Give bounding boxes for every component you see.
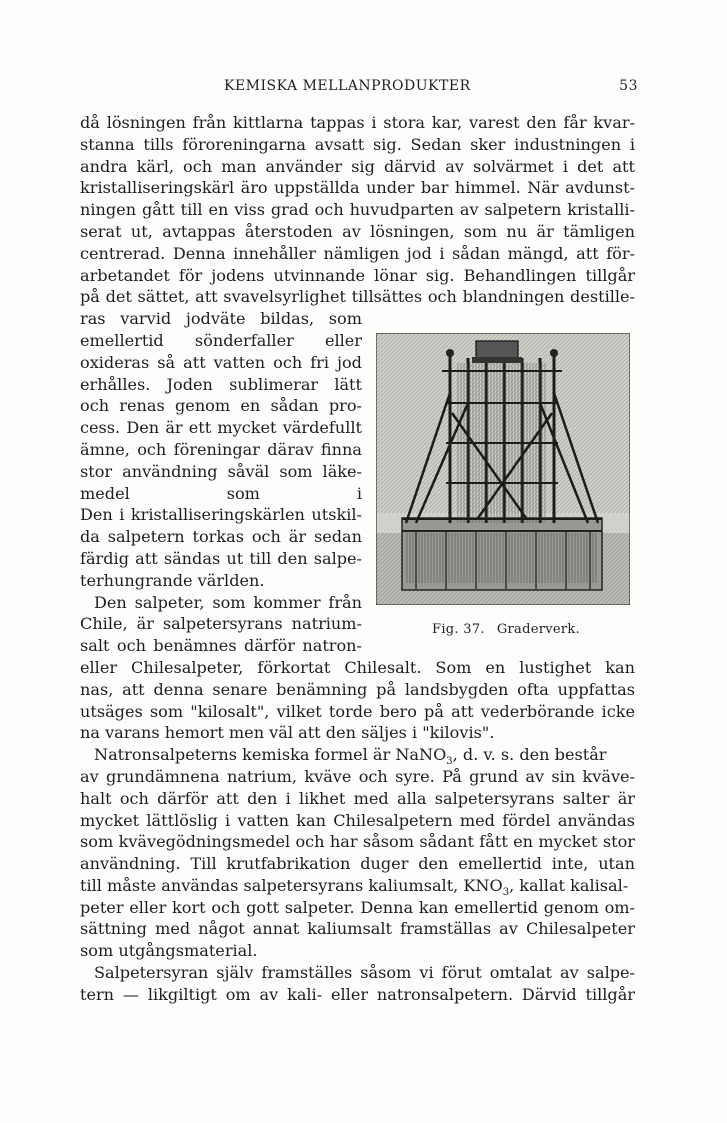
text-line: utsäges som "kilosalt", vilket torde bero på att vederbörande icke: [80, 701, 635, 721]
text-line: på det sättet, att svavelsyrlighet tillsättes och blandningen destille-: [80, 287, 635, 307]
text-line: serat ut, avtappas återstoden av lösningen, som nu är tämligen: [80, 221, 635, 241]
text-line: [80, 744, 635, 766]
text-line: eller Chilesalpeter, förkortat Chilesalt. Som en lustighet kan: [80, 657, 635, 677]
text-line: arbetandet för jodens utvinnande lönar sig. Behandlingen tillgår: [80, 265, 635, 285]
text-line: Den i kristalliseringskärlen utskil-: [80, 505, 362, 525]
text-line: användning. Till krutfabrikation duger den emellertid inte, utan: [80, 854, 635, 874]
text-line: andra kärl, och man använder sig därvid av solvärmet i det att: [80, 156, 635, 176]
text-line: Chile, är salpetersyrans natrium-: [80, 614, 362, 634]
text-line: Den salpeter, som kommer från: [94, 592, 362, 612]
text-line: da salpetern torkas och är sedan: [80, 527, 362, 547]
page-number: 53: [619, 78, 638, 94]
subscript: 3: [502, 887, 510, 899]
text-line: stor användning såväl som läke-: [80, 461, 362, 481]
figure-caption-text: Graderverk.: [496, 622, 580, 637]
text-line: peter eller kort och gott salpeter. Denna kan emellertid genom om-: [80, 897, 635, 917]
text-line: som kvävegödningsmedel och har såsom sådant fått en mycket stor: [80, 832, 635, 852]
text-line: Salpetersyran själv framställes såsom vi förut omtalat av salpe-: [94, 963, 635, 983]
text-line: centrerad. Denna innehåller nämligen jod i sådan mängd, att för-: [80, 243, 635, 263]
text-line: halt och därför att den i likhet med alla salpetersyrans salter är: [80, 788, 635, 808]
text-line: ras varvid jodväte bildas, som: [80, 309, 362, 329]
text-line: då lösningen från kittlarna tappas i stora kar, varest den får kvar-: [80, 113, 635, 132]
subscript: 3: [446, 756, 453, 768]
text-line: mycket lättlöslig i vatten kan Chilesalpetern med fördel användas: [80, 810, 635, 830]
text-segment: till måste användas salpetersyrans kaliumsalt, KNO: [80, 875, 503, 895]
text-line: erhålles. Joden sublimerar lätt: [80, 374, 362, 394]
text-line: cess. Den är ett mycket värdefullt: [80, 418, 362, 438]
text-line: sättning med något annat kaliumsalt framställas av Chilesalpeter: [80, 919, 635, 939]
text-line: terhungrande världen.: [80, 570, 265, 590]
figure-number: Fig. 37.: [432, 622, 485, 637]
running-header: [80, 78, 638, 100]
text-line: [80, 875, 635, 897]
text-segment: Natronsalpeterns kemiska formel är NaNO: [94, 745, 447, 765]
text-line: ningen gått till en viss grad och huvudparten av salpetern kristalli-: [80, 200, 635, 220]
text-line: som utgångsmaterial.: [80, 941, 258, 961]
text-line: färdig att sändas ut till den salpe-: [80, 548, 362, 568]
text-line: medel som i: [80, 483, 362, 503]
figure-caption: [432, 622, 580, 637]
text-segment: , kallat kalisal-: [509, 875, 629, 895]
text-line: na varans hemort men väl att den säljes i "kilovis".: [80, 723, 495, 743]
header-title: KEMISKA MELLANPRODUKTER: [224, 78, 471, 94]
text-segment: , d. v. s. den består: [452, 745, 607, 765]
text-line: och renas genom en sådan pro-: [80, 396, 362, 416]
text-line: emellertid sönderfaller eller: [80, 330, 362, 350]
text-line: nas, att denna senare benämning på landsbygden ofta uppfattas: [80, 679, 635, 699]
text-line: oxideras så att vatten och fri jod: [80, 352, 362, 372]
text-line: tern — likgiltigt om av kali- eller natronsalpetern. Därvid tillgår: [80, 984, 635, 1004]
graduation-tower-illustration: [376, 333, 630, 605]
text-line: ämne, och föreningar därav finna: [80, 439, 362, 459]
text-line: stanna tills föroreningarna avsatt sig. Sedan sker industningen i: [80, 134, 635, 154]
text-line: av grundämnena natrium, kväve och syre. På grund av sin kväve-: [80, 766, 635, 786]
figure-graderverk: [376, 333, 630, 605]
text-line: kristalliseringskärl äro uppställda under bar himmel. När avdunst-: [80, 178, 635, 198]
text-line: salt och benämnes därför natron-: [80, 636, 362, 656]
